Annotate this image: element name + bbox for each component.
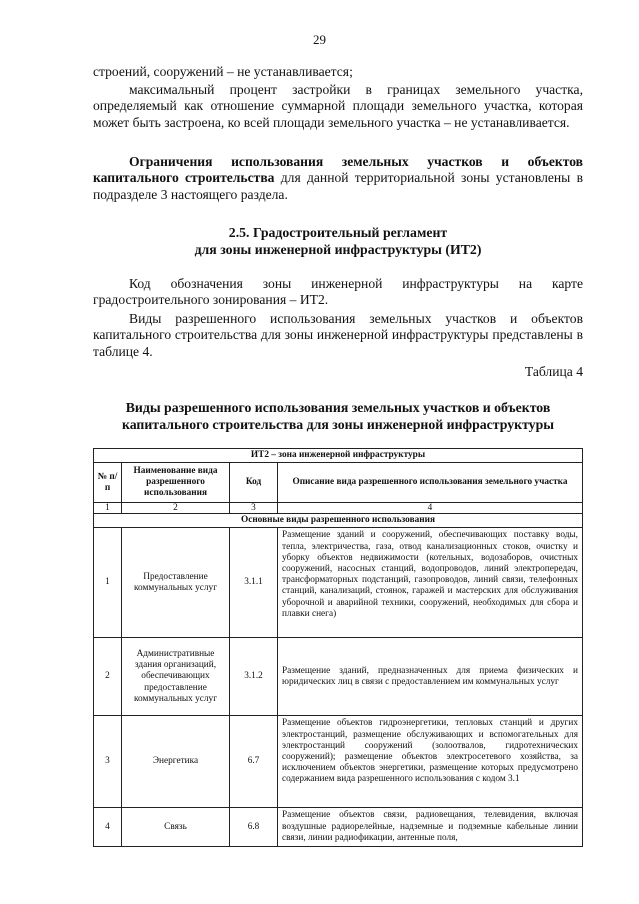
row-code: 6.7 (230, 716, 278, 808)
table-row (94, 808, 583, 847)
restrictions-bold-text: Ограничения использования земельных участков и объектов капитального строительства (93, 154, 583, 186)
row-name: Связь (122, 808, 230, 847)
row-num: 2 (94, 638, 122, 716)
row-name: Административные здания организаций, обеспечивающих предоставление коммунальных услуг (122, 638, 230, 716)
row-num: 1 (94, 528, 122, 638)
table-column-numbers-row (94, 503, 583, 514)
column-header-code: Код (230, 463, 278, 503)
table-row (94, 638, 583, 716)
paragraph-5: Виды разрешенного использования земельных участков и объектов капитального строительства для зоны инженерной инфраструктуры представлены в таблице 4. (93, 311, 583, 359)
paragraph-4: Код обозначения зоны инженерной инфраструктуры на карте градостроительного зонирования – ИТ2. (93, 276, 583, 308)
row-name: Предоставление коммунальных услуг (122, 528, 230, 638)
row-description: Размещение зданий, предназначенных для приема физических и юридических лиц в связи с предоставлением им коммунальных услуг (278, 638, 583, 716)
table-row (94, 716, 583, 808)
table-row (94, 528, 583, 638)
permitted-use-table (93, 448, 583, 847)
row-code: 6.8 (230, 808, 278, 847)
column-number: 2 (122, 503, 230, 514)
section-title-line-1: 2.5. Градостроительный регламент (228, 225, 448, 240)
paragraph-2: максимальный процент застройки в границах земельного участка, определяемый как отношение суммарной площади земельного участка, которая может быть застроена, ко всей площади земельного участка – не устанавливается. (93, 82, 583, 130)
column-header-num: № п/п (94, 463, 122, 503)
row-description: Размещение объектов связи, радиовещания, телевидения, включая воздушные радиорелейные, надземные и подземные кабельные линии связи, линии радиофикации, антенные поля, (278, 808, 583, 847)
table-column-header-row (94, 463, 583, 503)
table-subheader-row (94, 514, 583, 528)
table-title: Виды разрешенного использования земельных участков и объектов капитального строительства для зоны инженерной инфраструктуры (121, 400, 555, 432)
table-zone-header-row (94, 449, 583, 463)
column-header-description: Описание вида разрешенного использования земельного участка (278, 463, 583, 503)
table-label: Таблица 4 (524, 364, 583, 379)
restrictions-text: для данной территориальной зоны установлены в подразделе 3 настоящего раздела. (93, 170, 583, 202)
row-code: 3.1.2 (230, 638, 278, 716)
row-num: 3 (94, 716, 122, 808)
section-title-line-2: для зоны инженерной инфраструктуры (ИТ2) (194, 242, 482, 257)
column-header-name: Наименование вида разрешенного использования (122, 463, 230, 503)
row-num: 4 (94, 808, 122, 847)
column-number: 1 (94, 503, 122, 514)
zone-header-cell: ИТ2 – зона инженерной инфраструктуры (94, 449, 583, 463)
row-description: Размещение зданий и сооружений, обеспечивающих поставку воды, тепла, электричества, газа, отвод канализационных стоков, очистку и уборку объектов недвижимости (котельных, водозаборов, очистных сооружений, насосных станций, водопроводов, линий электропередач, трансформаторных подстанций, газопроводов, линий связи, телефонных станций, канализаций, стоянок, гаражей и мастерских для обслуживания уборочной и аварийной техники, сооружений, необходимых для сбора и плавки снега) (278, 528, 583, 638)
row-name: Энергетика (122, 716, 230, 808)
paragraph-3 (93, 154, 583, 203)
paragraph-1: строений, сооружений – не устанавливается; (93, 64, 353, 79)
column-number: 3 (230, 503, 278, 514)
page-number: 29 (313, 32, 326, 47)
subheader-cell: Основные виды разрешенного использования (94, 514, 583, 528)
row-description: Размещение объектов гидроэнергетики, тепловых станций и других электростанций, размещение обслуживающих и вспомогательных для электростанций сооружений (золоотвалов, гидротехнических сооружений); размещение объектов электросетевого хозяйства, за исключением объектов энергетики, размещение которых предусмотрено содержанием вида разрешенного использования с кодом 3.1 (278, 716, 583, 808)
row-code: 3.1.1 (230, 528, 278, 638)
column-number: 4 (278, 503, 583, 514)
section-title (93, 224, 583, 258)
